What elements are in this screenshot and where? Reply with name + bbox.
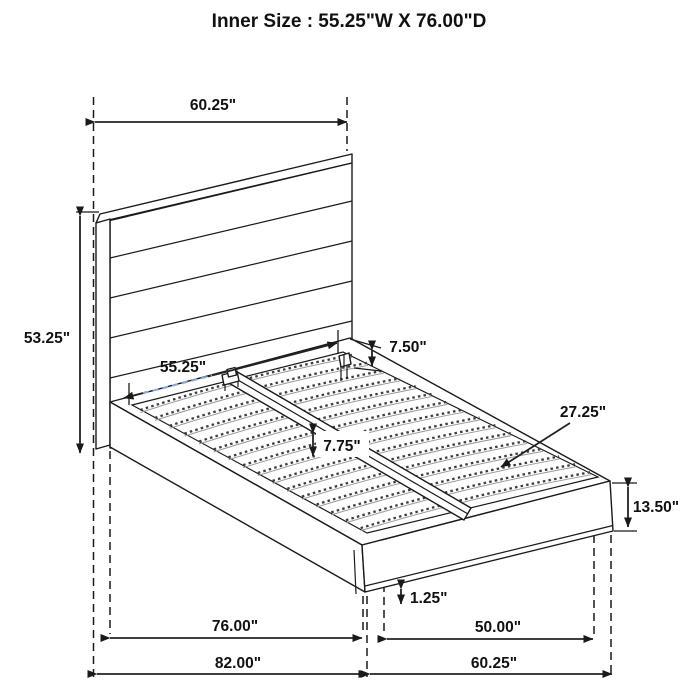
- dim-label: 7.50": [389, 339, 427, 356]
- dim-label: 55.25": [159, 359, 207, 376]
- dim-label: 13.50": [632, 499, 680, 516]
- side-bracket-body: [339, 353, 351, 367]
- dim-label: 27.25": [559, 404, 607, 421]
- headboard-left-post: [96, 219, 110, 449]
- dim-label: 1.25": [410, 590, 448, 607]
- dim-label: 7.75": [323, 438, 361, 455]
- dim-label: 82.00": [214, 655, 262, 672]
- dim-label: 53.25": [23, 330, 71, 347]
- dim-label: 60.25": [189, 97, 237, 114]
- page-title: Inner Size : 55.25"W X 76.00"D: [211, 11, 487, 32]
- dim-label: 60.25": [470, 655, 518, 672]
- dim-label: 76.00": [211, 618, 259, 635]
- dim-label: 50.00": [474, 619, 522, 636]
- dim-slat-pitch: [313, 431, 369, 457]
